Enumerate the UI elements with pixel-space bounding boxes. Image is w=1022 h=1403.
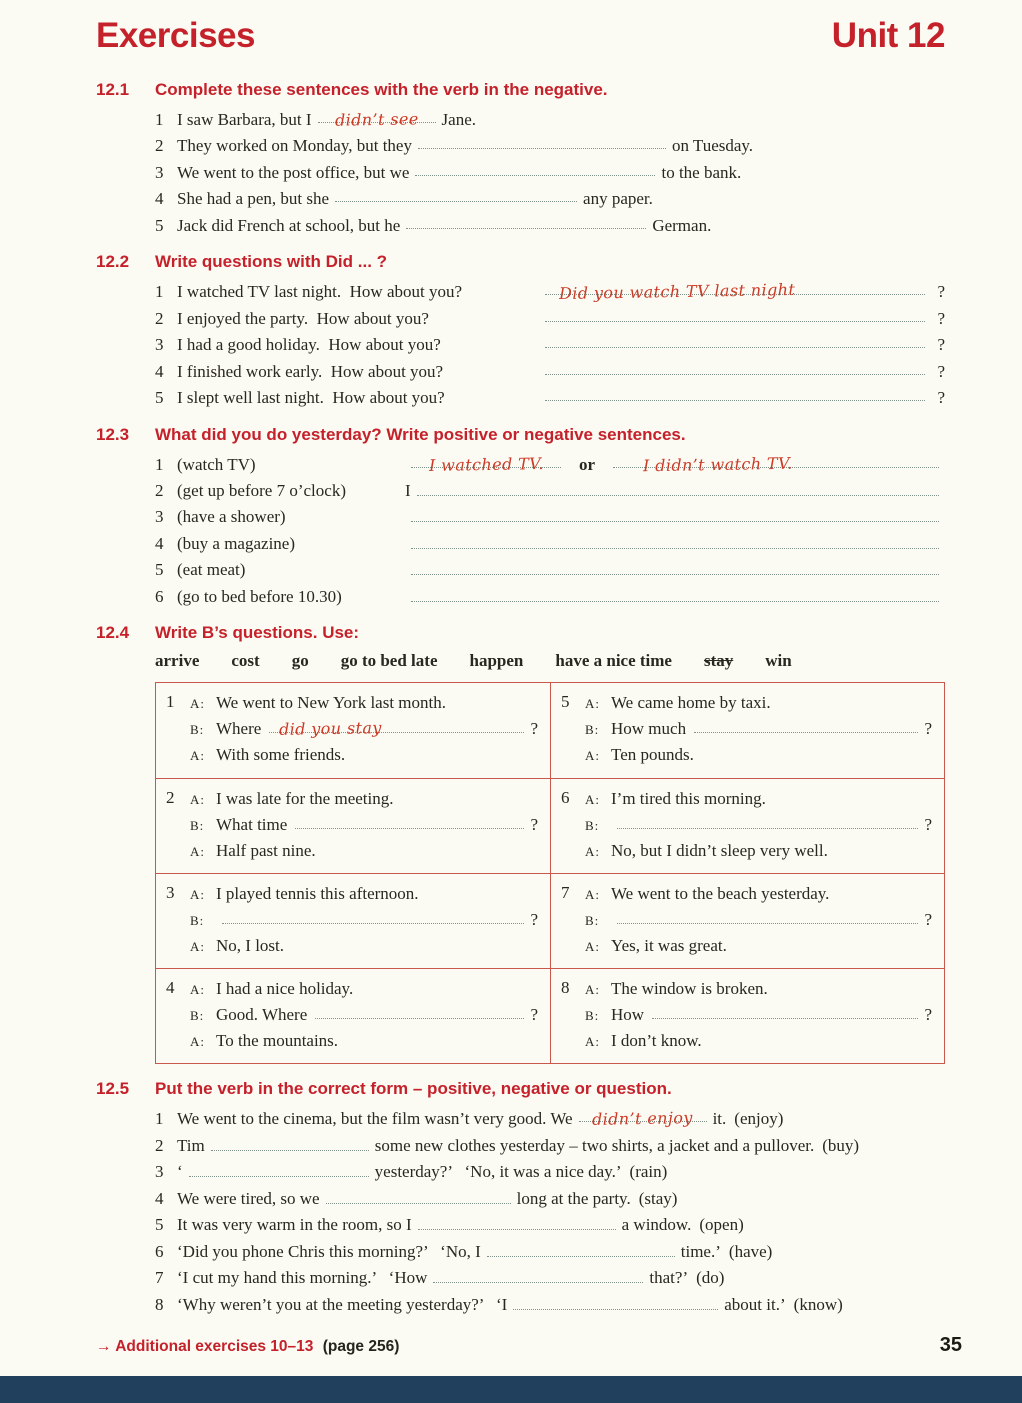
exercise-item: 6 ‘Did you phone Chris this morning?’ ‘No, I time.’ (have) (155, 1241, 773, 1261)
answer-blank (513, 1295, 718, 1310)
section-title: Write questions with Did ... ? (155, 252, 388, 272)
handwritten-answer: I watched TV. (428, 453, 544, 475)
word-bank-item: go (291, 651, 309, 671)
footer-link-text: Additional exercises 10–13 (115, 1338, 314, 1355)
section-heading (96, 425, 945, 445)
page-title: Exercises (96, 16, 255, 55)
dialogue-cell-3: 3 A: I played tennis this afternoon. B: ? A: No, I lost. (156, 873, 550, 968)
item-number: 4 (155, 189, 164, 209)
speaker-label: A: (190, 748, 205, 764)
answer-blank (411, 534, 939, 549)
answer-blank (318, 108, 436, 130)
exercise-item: 6 (go to bed before 10.30) (155, 585, 945, 608)
item-number: 3 (155, 162, 164, 182)
answer-blank (579, 1107, 707, 1130)
handwritten-answer: did you stay (279, 718, 383, 740)
page-number: 35 (939, 1334, 962, 1356)
section-title: Put the verb in the correct form – positive, negative or question. (155, 1079, 672, 1099)
answer-blank (411, 560, 939, 575)
answer-blank (417, 481, 939, 496)
prompt-text: I watched TV last night. How about you? (177, 282, 463, 302)
answer-blank (335, 187, 577, 202)
page-header (96, 16, 945, 56)
dialogue-table (155, 682, 945, 1064)
word-bank-item: happen (469, 651, 524, 671)
exercise-item: 3 (have a shower) (155, 505, 945, 528)
section-12-1 (96, 80, 945, 237)
section-number: 12.1 (96, 80, 130, 99)
sentence-start: I (405, 480, 411, 500)
exercise-item: 5 (eat meat) (155, 558, 945, 581)
answer-blank (189, 1162, 369, 1177)
exercise-item: 4 (buy a magazine) (155, 532, 945, 555)
word-bank-item: have a nice time (555, 651, 672, 671)
exercise-item: 1 I saw Barbara, but I didn’t see Jane. (155, 108, 945, 131)
section-heading (96, 623, 945, 643)
handwritten-answer: didn’t enjoy (592, 1108, 694, 1130)
answer-blank (411, 587, 939, 602)
section-number: 12.4 (96, 623, 130, 643)
additional-exercises-reference (96, 1338, 399, 1356)
answer-blank (211, 1136, 369, 1151)
answer-blank (545, 333, 925, 348)
section-heading (96, 80, 945, 100)
answer-blank (315, 1004, 524, 1019)
footer-page-ref: (page 256) (322, 1338, 400, 1355)
answer-blank (652, 1004, 918, 1019)
question-mark: ? (937, 282, 945, 302)
answer-blank (415, 161, 655, 176)
exercise-item: 2 Tim some new clothes yesterday – two shirts, a jacket and a pullover. (buy) (155, 1135, 860, 1155)
answer-blank (222, 909, 524, 924)
exercise-item: 3 We went to the post office, but we to the bank. (155, 161, 945, 184)
verb-hint: (enjoy) (734, 1109, 784, 1129)
answer-blank (406, 214, 646, 229)
answer-blank (617, 909, 918, 924)
exercise-item: 4 I finished work early. How about you? ? (155, 361, 945, 381)
handwritten-answer: didn’t see (334, 109, 419, 130)
page-footer (96, 1334, 962, 1357)
question-mark: ? (530, 719, 538, 739)
dialogue-cell-5: 5 A: We came home by taxi. B: How much ? A: Ten pounds. (550, 683, 944, 777)
section-number: 12.5 (96, 1079, 130, 1099)
section-heading (96, 1079, 945, 1099)
dialogue-cell-6: 6 A: I’m tired this morning. B: ? A: No, but I didn’t sleep very well. (550, 778, 944, 873)
exercise-item: 1 (watch TV) I watched TV. or I didn’t watch TV. (155, 453, 945, 476)
word-bank-item: win (765, 651, 792, 671)
exercise-item: 2 They worked on Monday, but they on Tuesday. (155, 134, 945, 157)
answer-blank (545, 360, 925, 375)
exercise-item: 4 We were tired, so we long at the party. (stay) (155, 1188, 678, 1208)
or-label: or (579, 454, 596, 474)
dialogue-cell-4: 4 A: I had a nice holiday. B: Good. Where ? A: To the mountains. (156, 968, 550, 1063)
exercise-item: 1 We went to the cinema, but the film wasn’t very good. We didn’t enjoy it. (enjoy) (155, 1107, 945, 1130)
word-bank-item-struck: stay (703, 651, 734, 671)
speaker-label: A: (190, 696, 205, 712)
section-title: Complete these sentences with the verb in the negative. (155, 80, 608, 99)
section-number: 12.2 (96, 252, 130, 272)
handwritten-answer: Did you watch TV last night (558, 280, 796, 304)
answer-blank (613, 453, 939, 475)
exercise-item: 5 Jack did French at school, but he German. (155, 214, 945, 237)
answer-blank (326, 1189, 511, 1204)
dialogue-cell-2: 2 A: I was late for the meeting. B: What time ? A: Half past nine. (156, 778, 550, 873)
section-12-4 (96, 623, 945, 1064)
dialogue-cell-7: 7 A: We went to the beach yesterday. B: ? A: Yes, it was great. (550, 873, 944, 968)
exercise-item: 3 ‘ yesterday?’ ‘No, it was a nice day.’ (rain) (155, 1162, 668, 1182)
answer-blank (545, 386, 925, 401)
section-number: 12.3 (96, 424, 130, 444)
exercise-item: 1 I watched TV last night. How about you? Did you watch TV last night ? (155, 280, 945, 303)
section-title: What did you do yesterday? Write positive or negative sentences. (155, 424, 686, 444)
answer-blank (418, 134, 666, 149)
word-bank-item: arrive (155, 651, 200, 671)
section-12-3 (96, 425, 945, 609)
answer-blank (545, 307, 925, 322)
exercise-item: 4 She had a pen, but she any paper. (155, 187, 945, 210)
answer-blank (487, 1242, 675, 1257)
arrow-icon: → (96, 1338, 112, 1355)
word-bank-item: go to bed late (340, 651, 438, 671)
word-bank (155, 651, 945, 671)
exercise-item: 2 (get up before 7 o’clock) I (155, 479, 945, 502)
answer-blank (269, 718, 524, 740)
item-number: 1 (155, 110, 164, 129)
exercise-item: 3 I had a good holiday. How about you? ? (155, 335, 945, 355)
item-number: 2 (155, 136, 164, 156)
handwritten-answer: I didn’t watch TV. (642, 453, 793, 475)
exercise-item: 7 ‘I cut my hand this morning.’ ‘How that?’ (do) (155, 1268, 725, 1288)
dialogue-cell-8: 8 A: The window is broken. B: How ? A: I don’t know. (550, 968, 944, 1063)
section-12-5 (96, 1079, 945, 1316)
dialogue-cell-1: 1 A: We went to New York last month. B: Where did you stay ? A: With some friends. (166, 692, 538, 765)
answer-blank (411, 507, 939, 522)
speaker-label: B: (190, 722, 205, 738)
answer-blank (433, 1268, 643, 1283)
item-number: 5 (155, 215, 164, 235)
answer-blank (411, 453, 561, 475)
exercise-item: 2 I enjoyed the party. How about you? ? (155, 308, 945, 328)
answer-blank (617, 814, 918, 829)
answer-blank (295, 814, 524, 829)
section-title: Write B’s questions. Use: (155, 623, 360, 643)
answer-blank (694, 718, 918, 733)
verb-cue: (watch TV) (177, 454, 256, 474)
exercise-item: 5 It was very warm in the room, so I a window. (open) (155, 1215, 744, 1235)
answer-blank (418, 1215, 616, 1230)
word-bank-item: cost (231, 651, 260, 671)
book-edge-bar (0, 1376, 1022, 1403)
answer-blank (545, 280, 925, 304)
section-heading (96, 252, 945, 272)
exercise-item: 5 I slept well last night. How about you? ? (155, 388, 945, 408)
section-12-2 (96, 252, 945, 409)
unit-label: Unit 12 (831, 16, 945, 55)
exercise-item: 8 ‘Why weren’t you at the meeting yesterday?’ ‘I about it.’ (know) (155, 1294, 843, 1314)
